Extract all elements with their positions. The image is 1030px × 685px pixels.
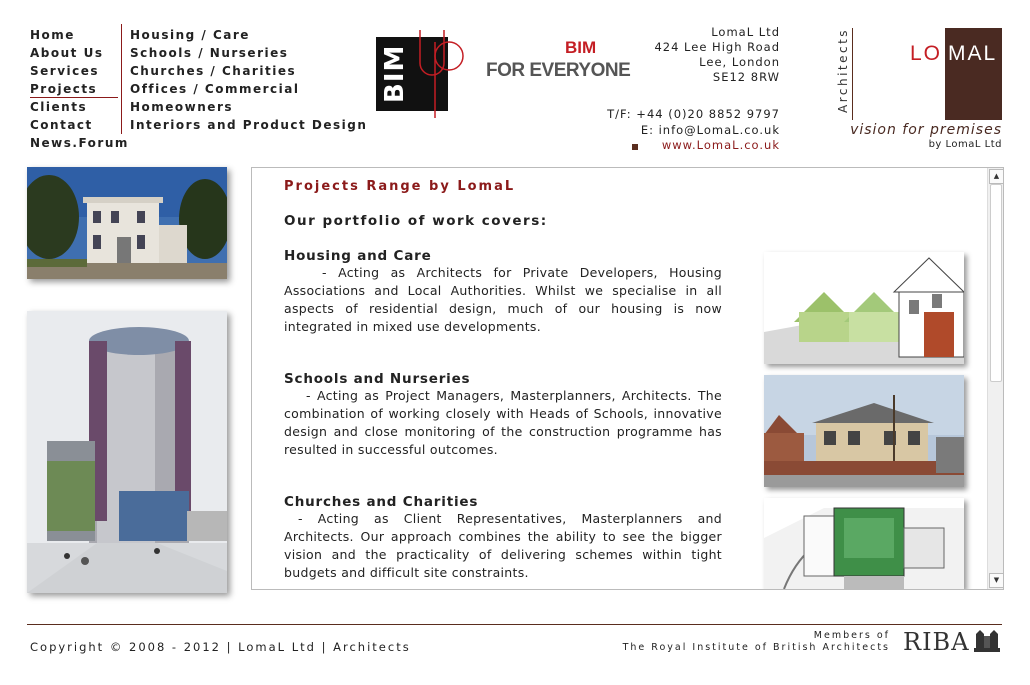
section-text: - Acting as Project Managers, Masterplanners, Architects. The combination of working closely with Heads of Schools, innovative design and close monitoring of the construction programme has resulted in successful outcomes. [284,388,722,457]
section-heading: Housing and Care [284,248,432,264]
section-housing-care [284,248,722,336]
website-link[interactable]: www.LomaL.co.uk [661,138,780,152]
email-link[interactable]: E: info@LomaL.co.uk [640,122,780,137]
bim-logo-text: BIM [380,44,410,104]
bim-for-everyone-text[interactable]: FOR EVERYONE [486,60,631,81]
content-scrollbar[interactable] [987,168,1003,589]
footer-divider [27,624,1002,625]
copyright-text: Copyright © 2008 - 2012 | LomaL Ltd | Architects [30,640,411,654]
riba-lions-icon [972,628,1002,656]
section-heading: Churches and Charities [284,494,479,510]
brand-divider [852,28,853,120]
subnav-housing-care[interactable]: Housing / Care [130,28,250,42]
members-of-label: Members of [813,630,890,641]
phone-number: T/F: +44 (0)20 8852 9797 [607,107,780,121]
architects-label: Architects [836,28,850,114]
section-heading: Schools and Nurseries [284,371,471,387]
housing-image [764,252,964,364]
nav-home[interactable]: Home [30,28,75,42]
section-schools-nurseries [284,371,722,459]
content-intro: Our portfolio of work covers: [284,213,548,229]
lomal-logo-lo: LO [910,42,943,65]
church-image [764,498,964,589]
lomal-logo-mal: MAL [948,42,998,65]
brand-tagline: vision for premises [850,122,1002,138]
scroll-thumb[interactable] [990,184,1002,382]
address-line: Lee, London [699,55,780,69]
nav-clients[interactable]: Clients [30,100,88,114]
subnav-interiors-product-design[interactable]: Interiors and Product Design [130,118,368,132]
school-image [764,375,964,487]
section-text: - Acting as Architects for Private Developers, Housing Associations and Local Authorities. Whilst we specialise in all aspects of residential design, much of our housing is now integrated in mixed use developments. [284,265,722,334]
nav-projects[interactable]: Projects [30,80,118,98]
address-line: SE12 8RW [712,70,780,84]
company-address [654,25,780,85]
nav-contact[interactable]: Contact [30,118,93,132]
subnav-homeowners[interactable]: Homeowners [130,100,234,114]
primary-nav [30,26,129,152]
content-panel[interactable] [251,167,1004,590]
content-title: Projects Range by LomaL [284,179,516,194]
nav-divider [121,24,122,134]
scroll-down-icon[interactable]: ▼ [989,573,1004,588]
house-photo [27,167,227,279]
section-churches-charities [284,494,722,582]
nav-news-forum[interactable]: News.Forum [30,136,129,150]
section-text: - Acting as Client Representatives, Masterplanners and Architects. Our approach combines the ability to see the bigger vision and the practicality of delivering schemes within tight budgets and difficult site constraints. [284,511,722,580]
riba-membership [623,630,890,654]
tower-rendering [27,311,227,593]
subnav-churches-charities[interactable]: Churches / Charities [130,64,297,78]
address-line: 424 Lee High Road [654,40,780,54]
nav-about-us[interactable]: About Us [30,46,104,60]
brand-by-line: by LomaL Ltd [928,139,1002,150]
address-line: LomaL Ltd [711,25,780,39]
nav-services[interactable]: Services [30,64,100,78]
up-logo-icon [415,28,467,120]
bim-for-everyone-bim[interactable]: BIM [565,38,597,57]
subnav-offices-commercial[interactable]: Offices / Commercial [130,82,300,96]
projects-subnav [130,26,367,134]
riba-logo-text[interactable]: RIBA [903,628,970,656]
subnav-schools-nurseries[interactable]: Schools / Nurseries [130,46,289,60]
bullet-square-icon [632,144,638,150]
riba-full-name: The Royal Institute of British Architects [622,642,890,653]
scroll-up-icon[interactable]: ▲ [989,169,1004,184]
